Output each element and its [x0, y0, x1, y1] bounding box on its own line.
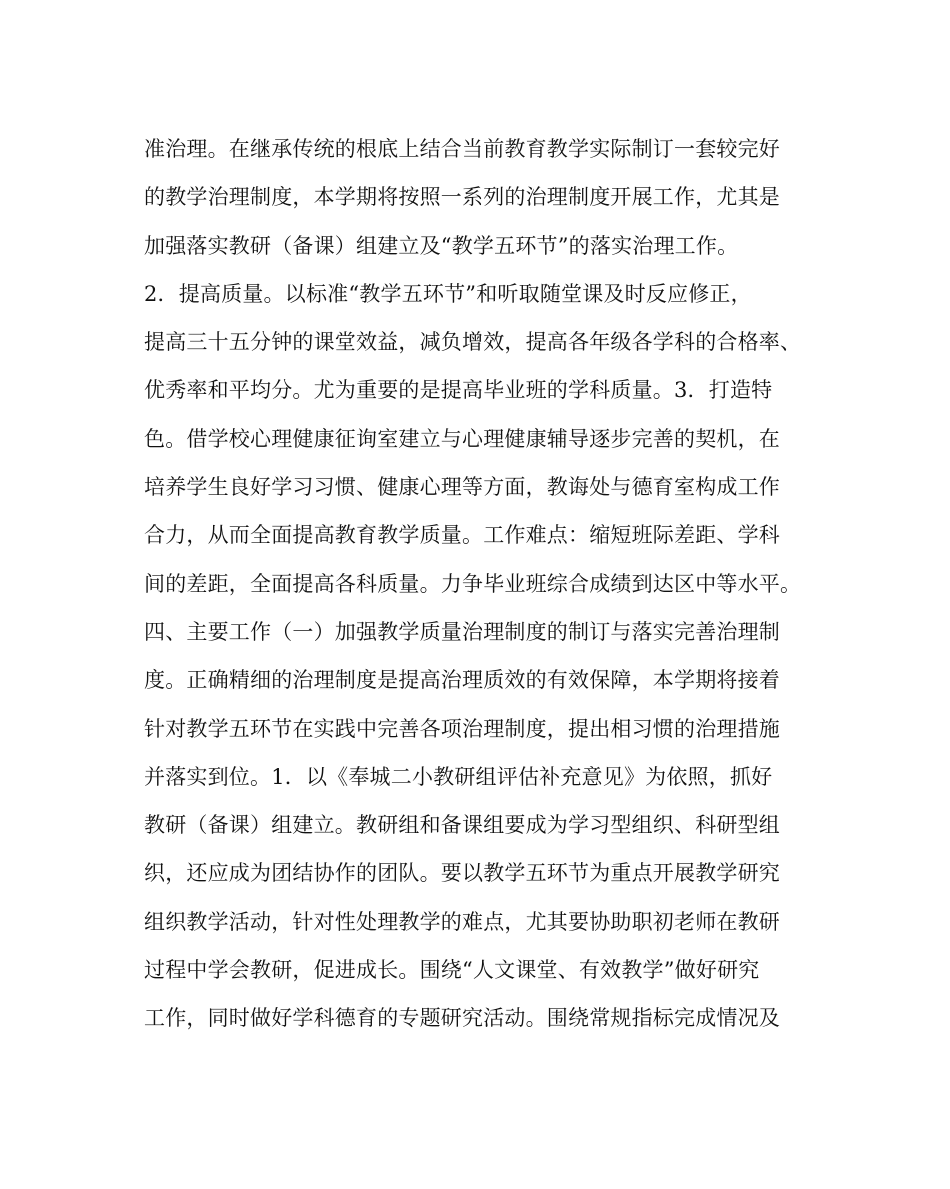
text-line: 加强落实教研（备课）组建立及“教学五环节”的落实治理工作。 [144, 233, 739, 258]
text-line: 准治理。在继承传统的根底上结合当前教育教学实际制订一套较完好 [144, 137, 780, 161]
text-line: 组织教学活动，针对性处理教学的难点，尤其要协助职初老师在教研 [144, 909, 780, 934]
text-line: 培养学生良好学习习惯、健康心理等方面，教诲处与德育室构成工作 [144, 475, 780, 500]
text-line: 教研（备课）组建立。教研组和备课组要成为学习型组织、科研型组 [144, 813, 780, 838]
text-line: 织，还应成为团结协作的团队。要以教学五环节为重点开展教学研究 [144, 861, 780, 886]
text-line: 提高三十五分钟的课堂效益，减负增效，提高各年级各学科的合格率、 [144, 330, 802, 355]
text-line: 并落实到位。1．以《奉城二小教研组评估补充意见》为依照，抓好 [144, 764, 773, 789]
text-line: 色。借学校心理健康征询室建立与心理健康辅导逐步完善的契机，在 [144, 426, 780, 451]
text-line: 工作，同时做好学科德育的专题研究活动。围绕常规指标完成情况及 [144, 1006, 780, 1031]
text-line: 四、主要工作（一）加强教学质量治理制度的制订与落实完善治理制 [144, 619, 780, 644]
text-line: 针对教学五环节在实践中完善各项治理制度，提出相习惯的治理措施 [144, 716, 780, 741]
text-line: 度。正确精细的治理制度是提高治理质效的有效保障，本学期将接着 [144, 668, 780, 693]
text-line: 间的差距，全面提高各科质量。力争毕业班综合成绩到达区中等水平。 [144, 571, 802, 596]
text-line: 过程中学会教研，促进成长。围绕“人文课堂、有效教学”做好研究 [144, 958, 760, 983]
body-text [144, 125, 824, 1043]
text-line: 优秀率和平均分。尤为重要的是提高毕业班的学科质量。3．打造特 [144, 378, 773, 403]
text-line: 合力，从而全面提高教育教学质量。工作难点：缩短班际差距、学科 [144, 523, 780, 548]
text-line: 2．提高质量。以标准“教学五环节”和听取随堂课及时反应修正， [144, 281, 752, 306]
text-line: 的教学治理制度，本学期将按照一系列的治理制度开展工作，尤其是 [144, 185, 780, 210]
